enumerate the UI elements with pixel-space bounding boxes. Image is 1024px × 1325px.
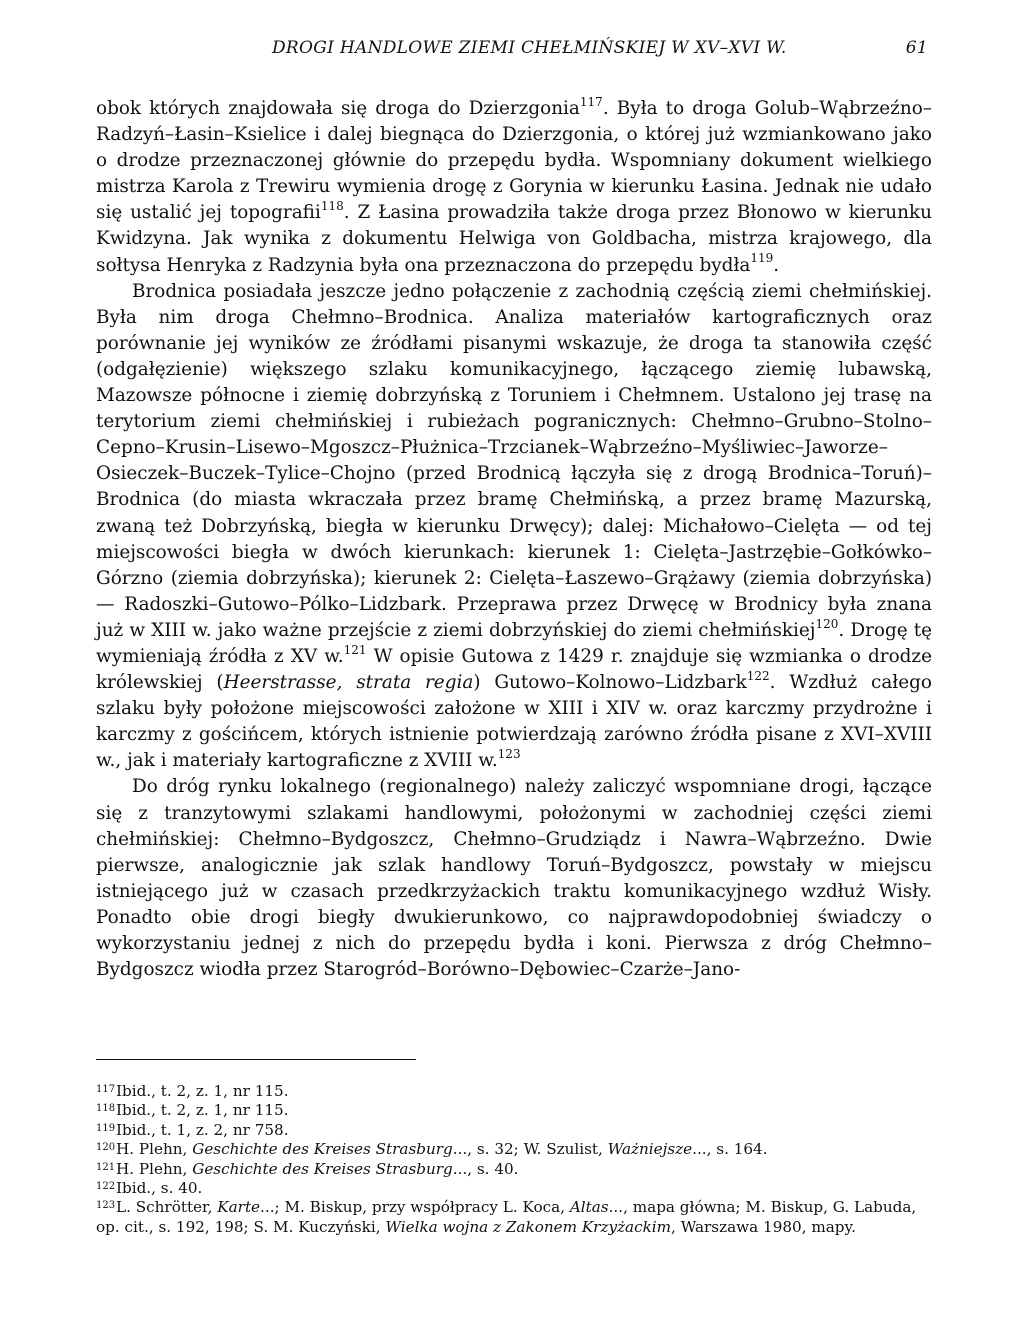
paragraph-2 [96, 279, 932, 775]
footnote-number: 120 [96, 1142, 116, 1154]
paragraph-text: Do dróg rynku lokalnego (regionalnego) należy zaliczyć wspomniane drogi, łączące się z tranzytowymi szlakami handlowymi, położonymi w zachodniej części ziemi chełmińskiej: Chełmno–Bydgoszcz, Chełmno–Grudziądz i Nawra–Wąbrzeźno. Dwie pierwsze, analogicznie jak szlak handlowy Toruń–Bydgoszcz, powstały w miejscu istniejącego już w czasach przedkrzyżackich traktu komunikacyjnego wzdłuż Wisły. Ponadto obie drogi biegły dwukierunkowo, co najprawdopodobniej świadczy o wykorzystaniu jednej z nich do przepędu bydła i koni. Pierwsza z dróg Chełmno–Bydgoszcz wiodła przez Starogród–Borówno–Dębowiec–Czarże–Jano- [96, 776, 932, 981]
paragraph-text: ) Gutowo–Kolnowo–Lidzbark [473, 672, 747, 694]
footnote-text: Ibid., t. 2, z. 1, nr 115. [116, 1082, 289, 1100]
footnote-text: H. Plehn, [116, 1140, 193, 1159]
paragraph-text: . Z Łasina prowadziła także droga przez Błonowo w kierunku Kwidzyna. Jak wynika z dokumentu Helwiga von Goldbacha, mistrza krajowego, dla sołtysa Henryka z Radzynia była ona przeznaczona do przepędu bydła [96, 202, 932, 276]
footnote-title: Geschichte des Kreises Strasburg [192, 1159, 453, 1178]
footnote [96, 1140, 932, 1159]
footnote [96, 1082, 932, 1101]
paragraph-text: W opisie Gutowa z 1429 r. znajduje się wzmianka o drodze królewskiej ( [96, 645, 933, 694]
footnote-text: Ibid., s. 40. [116, 1179, 203, 1198]
footnote-number: 118 [96, 1103, 116, 1115]
footnote-ref: 119 [750, 251, 774, 266]
footnote-ref: 123 [497, 747, 521, 762]
footnote-text: ..., s. 32; W. Szulist, [452, 1140, 608, 1159]
footnote-ref: 122 [746, 668, 770, 683]
footnotes [96, 1082, 932, 1237]
footnote-text: Ibid., t. 1, z. 2, nr 758. [116, 1120, 289, 1139]
footnote-rule [96, 1059, 416, 1060]
footnote-text: ..., s. 164. [692, 1140, 768, 1159]
footnote-ref: 121 [343, 642, 367, 657]
running-title: DROGI HANDLOWE ZIEMI CHEŁMIŃSKIEJ W XV–XVI W. [272, 38, 787, 58]
footnote-text: ..., mapa główna; M. Biskup, G. Labuda, op. cit., s. 192, 198; S. M. Kuczyński, [96, 1198, 917, 1236]
footnote [96, 1198, 932, 1237]
paragraph-text: . Była to droga Golub–Wąbrzeźno–Radzyń–Łasin–Ksielice i dalej biegnąca do Dzierzgonia, o której już wzmiankowano jako o drodze przeznaczonej głównie do przepędu bydła. Wspomniany dokument wielkiego mistrza Karola z Trewiru wymienia drogę z Gorynia w kierunku Łasina. Jednak nie udało się ustalić jej topografii [96, 98, 932, 224]
footnote [96, 1179, 932, 1198]
footnote-ref: 118 [320, 199, 344, 214]
footnote-ref: 120 [815, 616, 839, 631]
footnote-title: Wielka wojna z Zakonem Krzyżackim [385, 1217, 672, 1236]
footnote-text: ...; M. Biskup, przy współpracy L. Koca, [260, 1198, 570, 1217]
paragraph-1 [96, 96, 932, 279]
paragraph-text: Brodnica posiadała jeszcze jedno połączenie z zachodnią częścią ziemi chełmińskiej. Była nim droga Chełmno–Brodnica. Analiza materiałów kartograficznych oraz porównanie jej wyników ze źródłami pisanymi wskazuje, że droga ta stanowiła część (odgałęzienie) większego szlaku komunikacyjnego, łączącego ziemię lubawską, Mazowsze północne i ziemię dobrzyńską z Toruniem i Chełmnem. Ustalono jej trasę na terytorium ziemi chełmińskiej i rubieżach pogranicznych: Chełmno–Grubno–Stolno–Cepno–Krusin–Lisewo–Mgoszcz–Płużnica–Trzcianek–Wąbrzeźno–Myśliwiec–Jaworze–Osieczek–Buczek–Tylice–Chojno (przed Brodnicą łączyła się z drogą Brodnica–Toruń)–Brodnica (do miasta wkraczała przez bramę Chełmińską, a przez bramę Mazurską, zwaną też Dobrzyńską, biegła w kierunku Drwęcy); dalej: Michałowo–Cielęta — od tej miejscowości biegła w dwóch kierunkach: kierunek 1: Cielęta–Jastrzębie–Gołkówko–Górzno (ziemia dobrzyńska); kierunek 2: Cielęta–Łaszewo–Grążawy (ziemia dobrzyńska) — Radoszki–Gutowo–Pólko–Lidzbark. Przeprawa przez Drwęcę w Brodnicy była znana już w XIII w. jako ważne przejście z ziemi dobrzyńskiej do ziemi chełmińskiej [96, 280, 932, 641]
footnote-number: 117 [96, 1084, 116, 1095]
footnote-number: 119 [96, 1122, 116, 1134]
body-text [96, 96, 932, 983]
paragraph-text: obok których znajdowała się droga do Dzierzgonia [96, 98, 580, 119]
footnote-title: Geschichte des Kreises Strasburg [192, 1140, 453, 1159]
footnote [96, 1160, 932, 1179]
footnote-number: 123 [96, 1200, 116, 1212]
page-number: 61 [905, 38, 928, 58]
paragraph-text: . [773, 254, 780, 276]
footnote-ref: 117 [579, 94, 603, 109]
paragraph-text: . Wzdłuż całego szlaku były położone miejscowości założone w XIII i XIV w. oraz karczmy przydrożne i karczmy z gościńcem, których istnienie potwierdzają zarówno źródła pisane z XVI–XVIII w., jak i materiały kartograficzne z XVIII w. [96, 672, 932, 772]
footnote-title: Altas [569, 1198, 609, 1217]
footnote-number: 122 [96, 1181, 116, 1193]
footnote-text: Ibid., t. 2, z. 1, nr 115. [116, 1101, 289, 1120]
footnote-text: , Warszawa 1980, mapy. [671, 1217, 856, 1236]
paragraph-text: . Drogę tę wymieniają źródła z XV w. [96, 619, 933, 667]
footnote-number: 121 [96, 1161, 116, 1173]
italic-term: Heerstrasse, strata regia [223, 672, 474, 694]
paragraph-3 [96, 774, 932, 983]
footnote [96, 1101, 932, 1120]
footnote [96, 1121, 932, 1140]
footnote-text: H. Plehn, [116, 1159, 193, 1178]
footnote-text: L. Schrötter, [116, 1198, 218, 1217]
footnote-title: Karte [217, 1198, 261, 1217]
running-head [96, 38, 928, 68]
footnote-text: ..., s. 40. [452, 1159, 519, 1178]
footnote-title: Ważniejsze [607, 1140, 693, 1159]
